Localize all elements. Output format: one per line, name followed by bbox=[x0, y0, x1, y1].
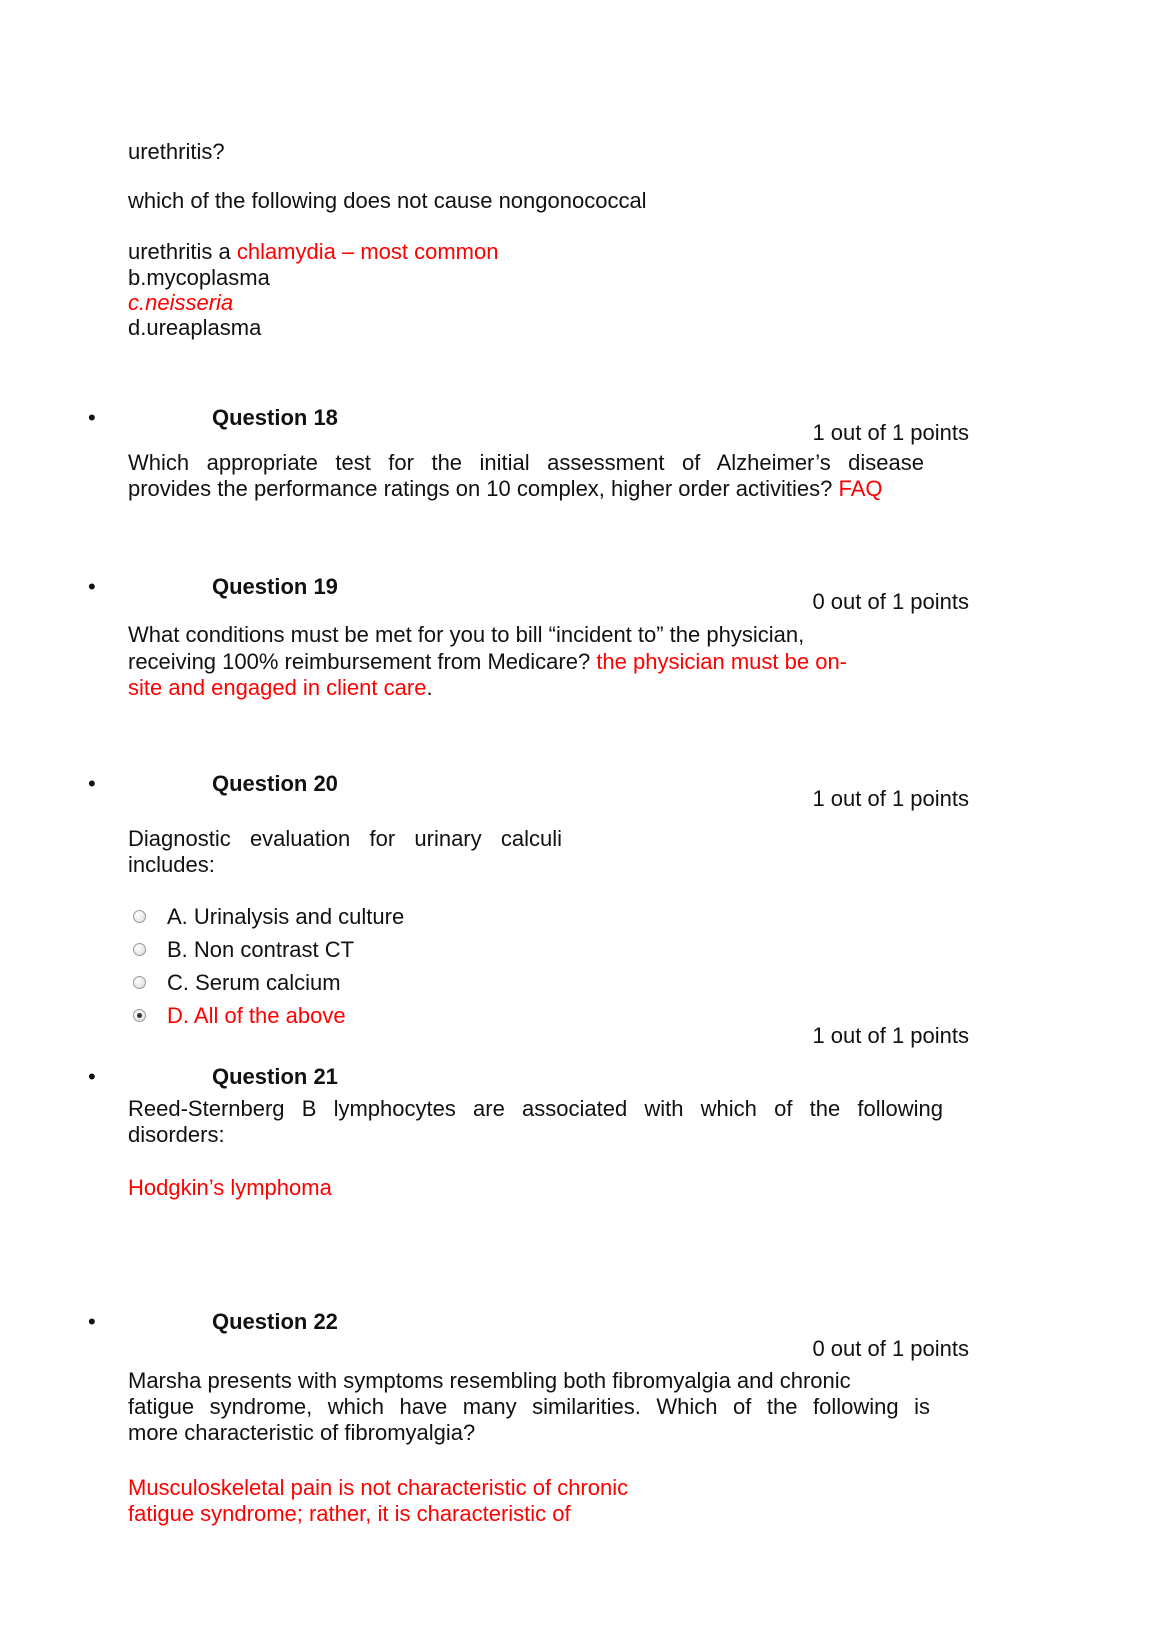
q18-answer: FAQ bbox=[838, 476, 883, 501]
q21-answer: Hodgkin’s lymphoma bbox=[128, 1175, 332, 1200]
q18-bullet: • bbox=[88, 405, 96, 430]
q21-points: 1 out of 1 points bbox=[812, 1023, 969, 1048]
q20-choice-a-label[interactable]: A. Urinalysis and culture bbox=[167, 904, 405, 929]
q20-choice-c-label[interactable]: C. Serum calcium bbox=[167, 970, 341, 995]
option-letter: d. bbox=[128, 315, 147, 340]
q19-period: . bbox=[426, 675, 433, 700]
q20-choice-c-radio[interactable] bbox=[133, 976, 146, 989]
q21-title: Question 21 bbox=[212, 1064, 338, 1089]
q20-choice-b-label[interactable]: B. Non contrast CT bbox=[167, 937, 355, 962]
intro-option-a-prefix: urethritis a bbox=[128, 239, 237, 264]
q18-question-line-2 bbox=[128, 476, 883, 502]
option-letter: c. bbox=[128, 290, 146, 315]
option-letter: b. bbox=[128, 265, 147, 290]
q19-question-text: receiving 100% reimbursement from Medicare? bbox=[128, 649, 597, 674]
intro-question-text: which of the following does not cause nongonococcal bbox=[128, 188, 647, 213]
q18-question-text: provides the performance ratings on 10 complex, higher order activities? bbox=[128, 476, 839, 501]
intro-option-b bbox=[128, 265, 270, 291]
q22-question-line-1: Marsha presents with symptoms resembling both fibromyalgia and chronic bbox=[128, 1368, 851, 1393]
option-text: ureaplasma bbox=[146, 315, 262, 340]
q20-choice-d-label[interactable]: D. All of the above bbox=[167, 1003, 346, 1028]
q19-answer-part-1: the physician must be on- bbox=[596, 649, 848, 674]
q20-question-line-2: includes: bbox=[128, 852, 215, 877]
q20-question-line-1: Diagnostic evaluation for urinary calculi bbox=[128, 826, 562, 851]
q20-choice-b-radio[interactable] bbox=[133, 943, 146, 956]
q19-question-line-1: What conditions must be met for you to bill “incident to” the physician, bbox=[128, 622, 805, 647]
option-text: neisseria bbox=[145, 290, 234, 315]
q19-points: 0 out of 1 points bbox=[812, 589, 969, 614]
intro-option-d bbox=[128, 315, 261, 341]
q19-title: Question 19 bbox=[212, 574, 338, 599]
q21-question-line-1: Reed-Sternberg B lymphocytes are associated with which of the following bbox=[128, 1096, 943, 1121]
q19-question-line-3 bbox=[128, 675, 433, 701]
intro-option-a bbox=[128, 239, 498, 265]
q18-question-line-1: Which appropriate test for the initial assessment of Alzheimer’s disease bbox=[128, 450, 924, 475]
q19-question-line-2 bbox=[128, 649, 847, 675]
q20-points: 1 out of 1 points bbox=[812, 786, 969, 811]
q22-answer-line-2: fatigue syndrome; rather, it is characteristic of bbox=[128, 1501, 571, 1526]
q20-choice-d-radio-selected[interactable] bbox=[133, 1009, 146, 1022]
intro-option-a-answer: chlamydia – most common bbox=[236, 239, 499, 264]
intro-line-1: urethritis? bbox=[128, 139, 225, 164]
q20-title: Question 20 bbox=[212, 771, 338, 796]
q22-answer-line-1: Musculoskeletal pain is not characteristic of chronic bbox=[128, 1475, 629, 1500]
q21-bullet: • bbox=[88, 1064, 96, 1089]
q22-question-line-2: fatigue syndrome, which have many similarities. Which of the following is bbox=[128, 1394, 930, 1419]
q19-answer-part-2: site and engaged in client care bbox=[128, 675, 427, 700]
option-text: mycoplasma bbox=[146, 265, 270, 290]
q22-bullet: • bbox=[88, 1309, 96, 1334]
q22-question-line-3: more characteristic of fibromyalgia? bbox=[128, 1420, 476, 1445]
q18-points: 1 out of 1 points bbox=[812, 420, 969, 445]
q22-title: Question 22 bbox=[212, 1309, 338, 1334]
q21-question-line-2: disorders: bbox=[128, 1122, 225, 1147]
q22-points: 0 out of 1 points bbox=[812, 1336, 969, 1361]
q19-bullet: • bbox=[88, 574, 96, 599]
intro-option-c bbox=[128, 290, 233, 316]
q20-bullet: • bbox=[88, 771, 96, 796]
q18-title: Question 18 bbox=[212, 405, 338, 430]
q20-choice-a-radio[interactable] bbox=[133, 910, 146, 923]
